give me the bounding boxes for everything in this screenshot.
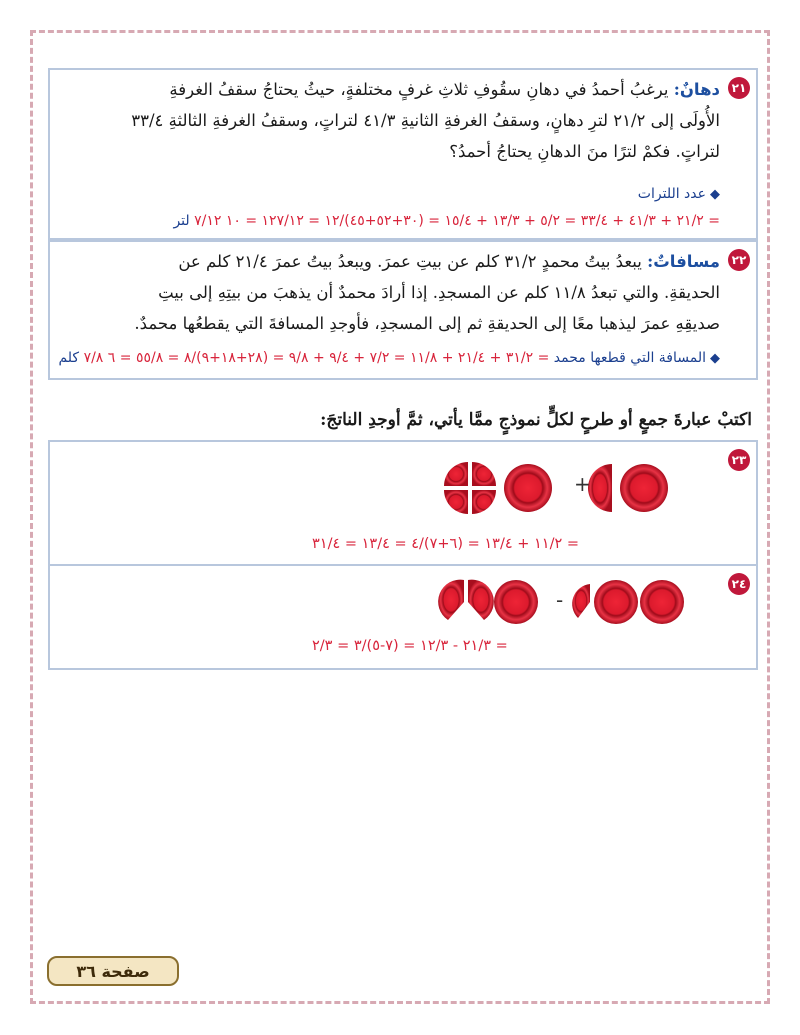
problem-21-colon: : xyxy=(673,80,680,99)
full-plate-icon xyxy=(620,464,668,512)
problem-21-line-3: لتراتٍ. فكمْ لترًا منَ الدهانِ يحتاجُ أحمدُ؟ xyxy=(449,142,720,161)
page-number-badge xyxy=(47,956,179,986)
problem-24-operator: - xyxy=(556,588,564,612)
problem-21-answer-label: عدد اللترات xyxy=(637,186,706,202)
problem-22-text xyxy=(60,246,720,339)
problem-23-number: ٢٣ xyxy=(728,449,750,471)
problem-21-answer-label-row xyxy=(60,186,720,202)
problem-22-box xyxy=(48,240,758,380)
two-thirds-plate-icon xyxy=(438,580,494,620)
problem-23-model xyxy=(440,458,670,514)
problem-24-number: ٢٤ xyxy=(728,573,750,595)
problem-22-line-3: صديقِهِ عمرَ ليذهبا معًا إلى الحديقةِ ثم إلى المسجدِ، فأوجدِ المسافةَ التي يقطعُها محمدٌ. xyxy=(134,314,720,333)
diamond-bullet-icon: ◆ xyxy=(710,351,720,366)
problem-22-answer-formula: = ٣١/٢ + ٢١/٤ + ١١/٨ = ٧/٢ + ٩/٤ + ٩/٨ = (٢٨+١٨+٩)/٨ = ٥٥/٨ = ٦ ٧/٨ xyxy=(83,350,550,366)
full-plate-icon xyxy=(504,464,552,512)
problem-22-line-1: يبعدُ بيتُ محمدٍ ٣١/٢ كلم عن بيتِ عمرَ. ويبعدُ بيتُ عمرَ ٢١/٤ كلم عن xyxy=(178,252,642,271)
quarter-plate-icon xyxy=(444,462,496,514)
full-plate-icon xyxy=(640,580,684,624)
problem-22-answer-unit: كلم xyxy=(58,350,80,366)
problem-23-operator: + xyxy=(574,472,591,496)
exercise-instruction: اكتبْ عبارةَ جمعٍ أو طرحٍ لكلٍّ نموذجٍ ممَّا يأتي، ثمَّ أوجدِ الناتجَ: xyxy=(320,410,752,430)
problem-22-keyword: مسافاتٌ xyxy=(653,252,720,271)
problem-22-answer-label: المسافة التي قطعها محمد xyxy=(553,350,706,366)
problem-21-answer-formula: = ٢١/٢ + ٤١/٣ + ٣٣/٤ = ٥/٢ + ١٣/٣ + ١٥/٤ = (٣٠+٥٢+٤٥)/١٢ = ١٢٧/١٢ = ١٠ ٧/١٢ xyxy=(194,213,720,229)
full-plate-icon xyxy=(594,580,638,624)
problem-24-answer-formula: = ٢١/٣ - ١٢/٣ = (٧-٥)/٣ = ٢/٣ xyxy=(312,638,508,654)
diamond-bullet-icon: ◆ xyxy=(710,187,720,202)
problem-22-line-2: الحديقةِ. والتي تبعدُ ١١/٨ كلم عن المسجدِ. إذا أرادَ محمدٌ أن يذهبَ من بيتِهِ إلى بيتِ xyxy=(158,283,720,302)
problem-21-number: ٢١ xyxy=(728,77,750,99)
problem-22-answer-row xyxy=(60,350,720,366)
problem-21-text xyxy=(60,74,720,167)
problem-21-box xyxy=(48,68,758,240)
problem-21-line-1: يرغبُ أحمدُ في دهانِ سقُوفِ ثلاثِ غرفٍ مختلفةٍ، حيثُ يحتاجُ سقفُ الغرفةِ xyxy=(169,80,669,99)
problem-22-colon: : xyxy=(647,252,654,271)
problem-22-number: ٢٢ xyxy=(728,249,750,271)
full-plate-icon xyxy=(494,580,538,624)
problem-21-line-2: الأُولَى إلى ٢١/٢ لترِ دهانٍ، وسقفُ الغرفةِ الثانيةِ ٤١/٣ لتراتٍ، وسقفُ الغرفةِ الثالثةِ ٣٣/٤ xyxy=(131,111,720,130)
problem-21-keyword: دهانٌ xyxy=(679,80,720,99)
half-plate-icon xyxy=(588,464,612,512)
page-number-label: صفحة ٣٦ xyxy=(76,961,150,981)
problem-21-answer-row xyxy=(60,213,720,229)
problem-21-answer-unit: لتر xyxy=(173,213,190,229)
problem-23-answer-formula: = ١١/٢ + ١٣/٤ = (٦+٧)/٤ = ١٣/٤ = ٣١/٤ xyxy=(312,536,580,552)
third-plate-icon xyxy=(572,584,590,618)
